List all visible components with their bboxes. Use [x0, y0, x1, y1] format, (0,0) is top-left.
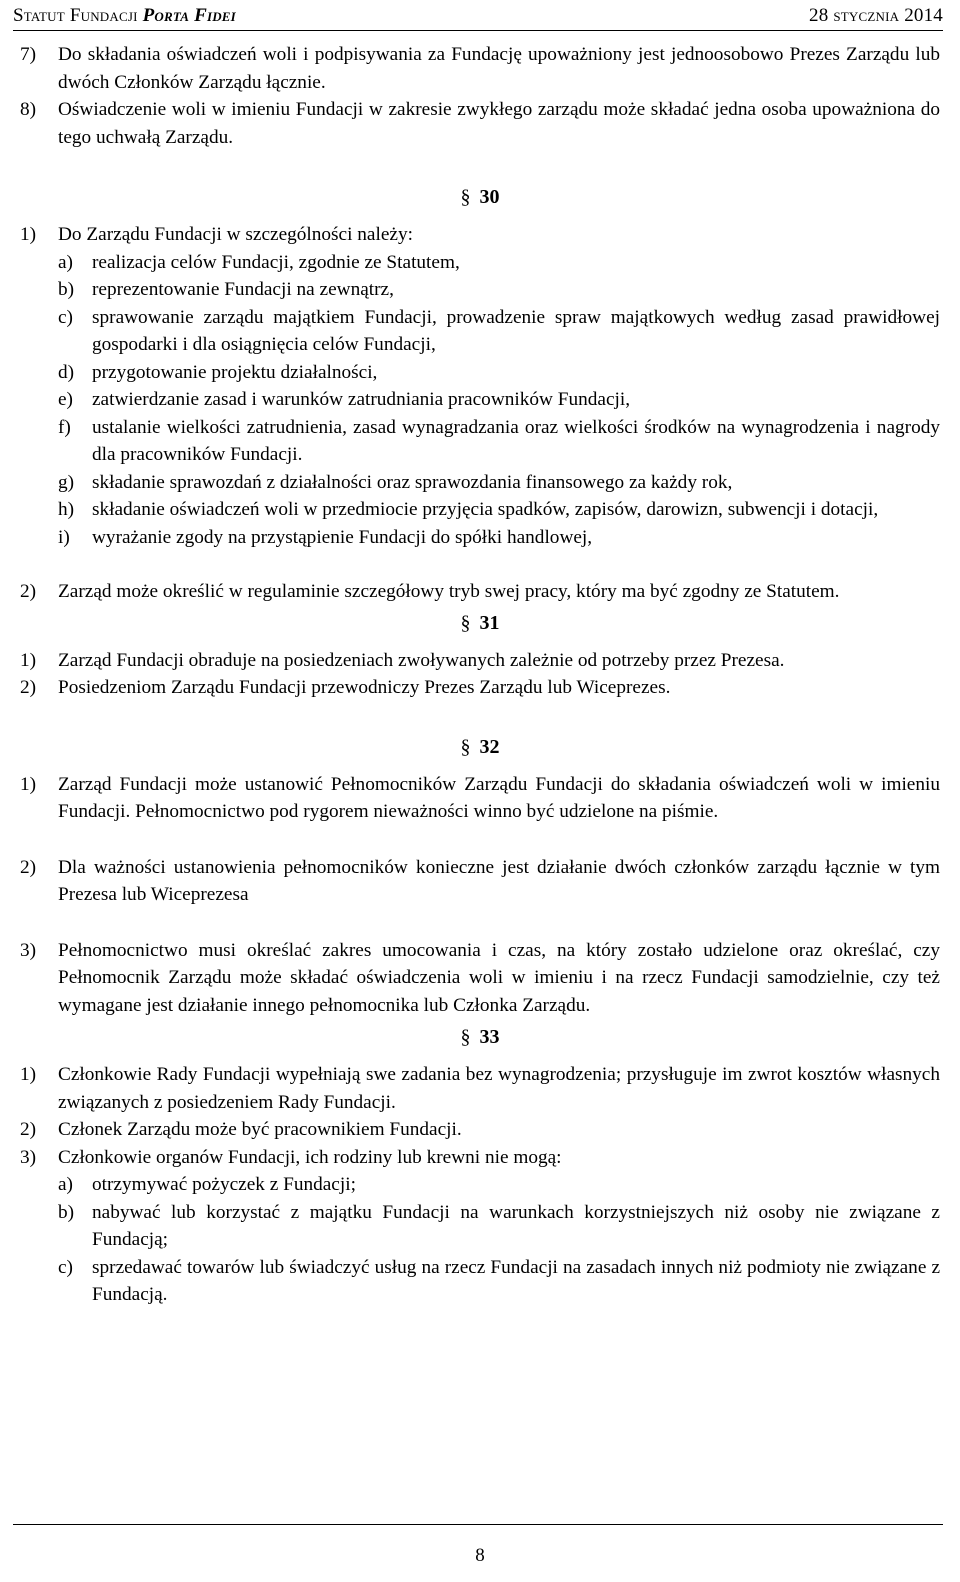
- item-number: 2): [20, 581, 37, 602]
- page-number: 8: [475, 1545, 485, 1566]
- sub-item: [20, 1199, 940, 1254]
- section-32: [20, 733, 940, 1020]
- item-text: Członkowie Rady Fundacji wypełniają swe zadania bez wynagrodzenia; przysługuje im zwrot kosztów własnych związanych z posiedzeniem Rady Fundacji.: [58, 1064, 940, 1113]
- item-number: 1): [20, 773, 37, 795]
- sub-item-letter: a): [58, 251, 73, 273]
- sub-item-text: nabywać lub korzystać z majątku Fundacji na warunkach korzystniejszych niż osoby nie związane z Fundacją;: [92, 1201, 940, 1250]
- section-number: 33: [479, 1026, 500, 1048]
- list-item: [20, 674, 940, 702]
- sub-item-text: przygotowanie projektu działalności,: [92, 361, 378, 383]
- page-header: [13, 0, 943, 30]
- item-number: 7): [20, 44, 37, 65]
- sub-item-letter: e): [58, 389, 73, 410]
- footer-divider: [13, 1524, 943, 1525]
- sub-item-text: realizacja celów Fundacji, zgodnie ze Statutem,: [92, 251, 460, 273]
- section-heading: [20, 183, 940, 211]
- section-33: [20, 1023, 940, 1309]
- list-item: [20, 578, 940, 606]
- item-text: Dla ważności ustanowienia pełnomocników konieczne jest działanie dwóch członków zarządu łącznie w tym Prezesa lub Wiceprezesa: [58, 856, 940, 905]
- item-number: 2): [20, 677, 37, 698]
- list-item: [20, 221, 940, 249]
- sub-item: [20, 276, 940, 304]
- sub-item-text: sprzedawać towarów lub świadczyć usług na rzecz Fundacji na zasadach innych niż podmioty nie związane z Fundacją.: [92, 1256, 940, 1305]
- sub-item: [20, 359, 940, 387]
- sub-item-letter: a): [58, 1174, 73, 1195]
- sub-item-text: otrzymywać pożyczek z Fundacji;: [92, 1174, 356, 1195]
- list-item: [20, 96, 940, 151]
- sub-item-text: składanie sprawozdań z działalności oraz sprawozdania finansowego za każdy rok,: [92, 471, 733, 493]
- sub-item-letter: b): [58, 1201, 75, 1223]
- sub-item: [20, 304, 940, 359]
- section-29-tail: [20, 41, 940, 151]
- section-heading: [20, 733, 940, 761]
- sub-item: [20, 496, 940, 524]
- section-heading: [20, 609, 940, 637]
- sub-item-letter: d): [58, 361, 75, 383]
- sub-item: [20, 249, 940, 277]
- item-number: 8): [20, 99, 37, 120]
- item-number: 1): [20, 1064, 37, 1085]
- item-number: 1): [20, 649, 37, 671]
- section-30: [20, 183, 940, 606]
- item-text: Członek Zarządu może być pracownikiem Fundacji.: [58, 1119, 462, 1140]
- item-text: Posiedzeniom Zarządu Fundacji przewodniczy Prezes Zarządu lub Wiceprezes.: [58, 677, 671, 698]
- section-sign: §: [460, 1026, 471, 1048]
- sub-item-letter: h): [58, 499, 75, 520]
- item-text: Pełnomocnictwo musi określać zakres umocowania i czas, na który zostało udzielone oraz określać, czy Pełnomocnik Zarządu może składać oświadczenia woli w imieniu i na rzecz Fundacji samodzielnie, czy też wymagane jest działanie innego pełnomocnika lub Członka Zarządu.: [58, 939, 940, 1016]
- sub-item: [20, 414, 940, 469]
- item-number: 3): [20, 1146, 37, 1168]
- list-item: [20, 937, 940, 1020]
- section-sign: §: [460, 735, 471, 758]
- item-number: 1): [20, 224, 37, 245]
- sub-item-letter: i): [58, 526, 70, 548]
- sub-item: [20, 524, 940, 552]
- sub-item-text: sprawowanie zarządu majątkiem Fundacji, prowadzenie spraw majątkowych według zasad prawidłowej gospodarki i dla osiągnięcia celów Fundacji,: [92, 306, 940, 355]
- item-text: Do Zarządu Fundacji w szczególności należy:: [58, 224, 413, 245]
- item-number: 2): [20, 1119, 37, 1140]
- section-number: 32: [479, 735, 500, 758]
- sub-item: [20, 1254, 940, 1309]
- document-body: [20, 41, 940, 1309]
- item-text: Członkowie organów Fundacji, ich rodziny lub krewni nie mogą:: [58, 1146, 562, 1168]
- sub-item-text: wyrażanie zgody na przystąpienie Fundacji do spółki handlowej,: [92, 526, 593, 548]
- document-title: [13, 5, 236, 27]
- list-item: [20, 1144, 940, 1172]
- item-text: Zarząd Fundacji obraduje na posiedzeniach zwoływanych zależnie od potrzeby przez Prezesa.: [58, 649, 785, 671]
- item-text: Do składania oświadczeń woli i podpisywania za Fundację upoważniony jest jednoosobowo Prezes Zarządu lub dwóch Członków Zarządu łącznie.: [58, 44, 940, 93]
- section-31: [20, 609, 940, 702]
- sub-item: [20, 386, 940, 414]
- list-item: [20, 1116, 940, 1144]
- sub-item: [20, 469, 940, 497]
- list-item: [20, 41, 940, 96]
- list-item: [20, 647, 940, 675]
- header-divider: [13, 30, 943, 31]
- item-text: Oświadczenie woli w imieniu Fundacji w zakresie zwykłego zarządu może składać jedna osoba upoważniona do tego uchwałą Zarządu.: [58, 99, 940, 148]
- sub-item-text: zatwierdzanie zasad i warunków zatrudniania pracowników Fundacji,: [92, 389, 631, 410]
- document-date: 28 stycznia 2014: [809, 5, 943, 26]
- sub-item: [20, 1171, 940, 1199]
- sub-item-text: ustalanie wielkości zatrudnienia, zasad wynagradzania oraz wielkości środków na wynagrodzenia i nagrody dla pracowników Fundacji.: [92, 416, 940, 465]
- sub-item-letter: c): [58, 306, 73, 328]
- list-item: [20, 771, 940, 826]
- section-number: 30: [479, 186, 500, 208]
- statute-label: Statut Fundacji: [13, 5, 138, 26]
- section-number: 31: [479, 611, 500, 634]
- sub-item-text: składanie oświadczeń woli w przedmiocie przyjęcia spadków, zapisów, darowizn, subwencji i dotacji,: [92, 499, 879, 520]
- item-text: Zarząd Fundacji może ustanowić Pełnomocników Zarządu Fundacji do składania oświadczeń woli w imieniu Fundacji. Pełnomocnictwo pod rygorem nieważności winno być udzielone na piśmie.: [58, 773, 940, 822]
- foundation-name: Porta Fidei: [142, 5, 236, 26]
- sub-item-letter: c): [58, 1256, 73, 1278]
- section-sign: §: [460, 611, 471, 634]
- section-heading: [20, 1023, 940, 1051]
- sub-item-letter: g): [58, 471, 75, 493]
- item-text: Zarząd może określić w regulaminie szczegółowy tryb swej pracy, który ma być zgodny ze Statutem.: [58, 581, 840, 602]
- section-sign: §: [460, 186, 471, 208]
- list-item: [20, 1061, 940, 1116]
- item-number: 2): [20, 856, 37, 878]
- sub-item-letter: f): [58, 416, 71, 438]
- list-item: [20, 854, 940, 909]
- sub-item-letter: b): [58, 279, 75, 300]
- sub-item-text: reprezentowanie Fundacji na zewnątrz,: [92, 279, 394, 300]
- item-number: 3): [20, 939, 37, 961]
